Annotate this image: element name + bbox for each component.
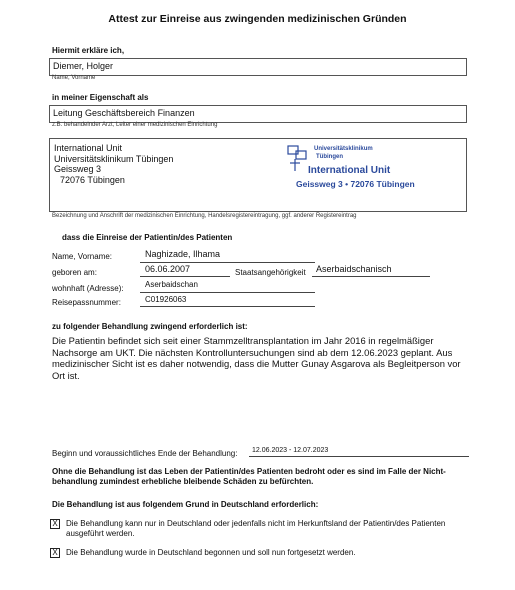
patient-name-line [140, 262, 315, 263]
address-line: 72076 Tübingen [60, 174, 125, 185]
stamp-line-4: Geissweg 3 • 72076 Tübingen [296, 179, 415, 189]
capacity-value: Leitung Geschäftsbereich Finanzen [53, 108, 195, 118]
nationality-line [312, 276, 430, 277]
address-caption: Bezeichnung und Anschrift der medizinischen Einrichtung, Handelsregistereintragung, ggf. anderer Registereintrag [52, 213, 357, 219]
address-block [54, 143, 173, 185]
address-line: Geissweg 3 [54, 164, 102, 174]
reason-heading: Die Behandlung ist aus folgendem Grund in Deutschland erforderlich: [52, 500, 319, 509]
warning-text: Ohne die Behandlung ist das Leben der Patientin/des Patienten bedroht oder es sind im Falle der Nicht-behandlung zumindest erhebliche bleibende Schäden zu befürchten. [52, 467, 446, 486]
reason-text: Die Behandlung kann nur in Deutschland oder jedenfalls nicht im Herkunftsland der Patientin/des Patienten ausgeführt werden. [66, 519, 446, 538]
treatment-description[interactable]: Die Patientin befindet sich seit einer Stammzelltransplantation im Jahr 2016 in regelmäßiger Nachsorge am UKT. Die nächsten Kontrolluntersuchungen sind ab dem 12.06.2023 geplant. Aus medizinischer Sicht ist es daher notwendig, dass die Mutter Gunay Asgarova als Begleitperson vor Ort ist. [52, 335, 461, 381]
stamp-line-3: International Unit [308, 165, 391, 176]
address-line: International Unit [54, 143, 123, 153]
institution-address-box[interactable] [49, 138, 467, 212]
passport-label: Reisepassnummer: [52, 298, 121, 307]
capacity-label: in meiner Eigenschaft als [52, 93, 149, 102]
birth-field[interactable]: 06.06.2007 [145, 264, 191, 274]
nationality-label: Staatsangehörigkeit [235, 268, 306, 277]
birth-line [140, 276, 230, 277]
declare-label: Hiermit erkläre ich, [52, 46, 125, 55]
reason-checkbox[interactable]: X [50, 548, 60, 558]
institution-stamp [286, 143, 436, 203]
patient-heading: dass die Einreise der Patientin/des Patienten [62, 233, 233, 242]
patient-name-field[interactable]: Naghizade, Ilhama [145, 249, 221, 259]
capacity-caption: z.B. behandelnder Arzt, Leiter einer medizinischen Einrichtung [52, 122, 218, 128]
passport-field[interactable]: C01926063 [145, 295, 187, 304]
period-label: Beginn und voraussichtliches Ende der Behandlung: [52, 449, 238, 458]
residence-label: wohnhaft (Adresse): [52, 284, 124, 293]
birth-label: geboren am: [52, 268, 97, 277]
passport-line [140, 306, 315, 307]
residence-line [140, 292, 315, 293]
period-value[interactable]: 12.06.2023 - 12.07.2023 [252, 447, 329, 454]
reason-text: Die Behandlung wurde in Deutschland begonnen und soll nun fortgesetzt werden. [66, 548, 356, 557]
capacity-field[interactable] [49, 105, 467, 123]
period-line [249, 456, 469, 457]
stamp-line-2: Tübingen [316, 154, 343, 160]
patient-name-label: Name, Vorname: [52, 252, 113, 261]
address-line: Universitätsklinikum Tübingen [54, 153, 174, 164]
declarer-name-field[interactable] [49, 58, 467, 76]
nationality-field[interactable]: Aserbaidschanisch [316, 264, 392, 274]
document-title: Attest zur Einreise aus zwingenden medizinischen Gründen [108, 13, 407, 25]
name-caption: Name, Vorname [52, 75, 96, 81]
treatment-heading: zu folgender Behandlung zwingend erforderlich ist: [52, 322, 248, 331]
residence-field[interactable]: Aserbaidschan [145, 280, 198, 289]
stamp-line-1: Universitätsklinikum [314, 146, 373, 152]
declarer-name-value: Diemer, Holger [53, 61, 114, 71]
reason-checkbox[interactable]: X [50, 519, 60, 529]
